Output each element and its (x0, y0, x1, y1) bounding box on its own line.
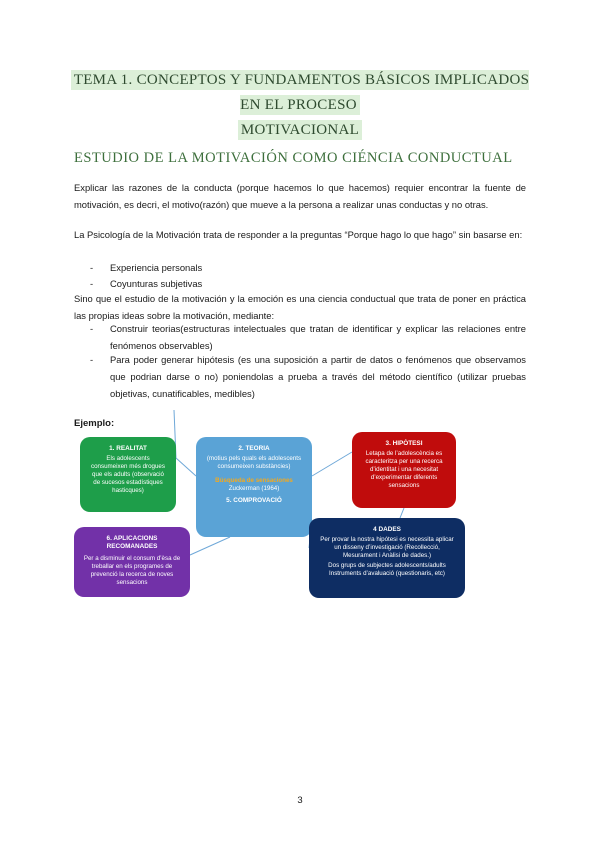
paragraph-3: Sino que el estudio de la motivación y la emoción es una ciencia conductual que trata de poner en práctica las propias ideas sobre la motivación, mediante: (74, 293, 526, 321)
box-body: Per provar la nostra hipótesi es necessita aplicar un disseny d’investigació (Recollecció, Mesurament i Anàlisi de dades.) (320, 536, 454, 559)
connector-line (400, 508, 404, 518)
example-label: Ejemplo: (74, 418, 115, 429)
connector-line (176, 458, 196, 476)
bullet-dash: - (90, 278, 94, 289)
box-title: 6. APLICACIONS RECOMANADES (106, 535, 158, 550)
list-item-text: Coyunturas subjetivas (110, 278, 203, 289)
page-number: 3 (297, 795, 303, 806)
paragraph-2: La Psicología de la Motivación trata de responder a la preguntas “Porque hago lo que hago” sin basarse en: (74, 229, 523, 240)
box-body: (motius pels quals els adolescents consumeixen substàncies) (206, 455, 302, 470)
title-line-2: MOTIVACIONAL (238, 120, 362, 140)
bullet-dash: - (90, 354, 94, 365)
connector-line (312, 452, 352, 476)
diagram-box-realitat (80, 437, 176, 512)
box-step-comprovacio: 5. COMPROVACIÓ (226, 497, 282, 504)
diagram-box-teoria (196, 437, 312, 537)
diagram-box-aplicacions (74, 527, 190, 597)
box-body: Dos grups de subjectes adolescents/adults Instruments d’avaluació (questionaris, etc) (328, 562, 446, 577)
box-title: 2. TEORIA (238, 445, 270, 452)
list-item-text: Para poder generar hipótesis (es una suposición a partir de datos o fenómenos que observamos que podrian darse o no) poniendolas a prueba a través del método científico (utilizar pruebas objetivas, cunatificables, medibles) (110, 354, 526, 399)
box-title: 4 DADES (373, 526, 401, 533)
bullet-dash: - (90, 323, 94, 334)
box-highlight: Búsqueda de sensaciones (215, 477, 293, 484)
box-body: Letapa de l’adolescència es caracteritza per una recerca d’identitat i una necesitat d’experimentar diferents sensacions (365, 450, 443, 489)
title-line-1: TEMA 1. CONCEPTOS Y FUNDAMENTOS BÁSICOS IMPLICADOS EN EL PROCESO (71, 70, 530, 115)
diagram-box-hipotesi (352, 432, 456, 508)
box-body: Per a disminuir el consum d’èsa de treballar en els programes de prevenció la recerca de noves sensacions (83, 555, 181, 586)
section-heading: ESTUDIO DE LA MOTIVACIÓN COMO CIÉNCIA CONDUCTUAL (74, 150, 513, 166)
paragraph-1: Explicar las razones de la conducta (porque hacemos lo que hacemos) requier encontrar la fuente de motivación, es decri, el motivo(razón) que mueve a la persona a realizar unas conductas y no otras. (74, 182, 526, 210)
box-title: 1. REALITAT (109, 445, 147, 452)
bullet-dash: - (90, 262, 94, 273)
box-body: Els adolescents consumeixen més drogues que els adults (observació de sucesos estadístiques hasticques) (91, 455, 165, 494)
box-reference: Zuckerman (1964) (228, 485, 280, 492)
connector-line (190, 537, 230, 555)
list-item-text: Experiencia personals (110, 262, 203, 273)
list-item-text: Construir teorias(estructuras intelectuales que tratan de identificar y explicar las relaciones entre fenómenos observables) (110, 323, 526, 351)
box-title: 3. HIPÒTESI (385, 440, 423, 447)
diagram-box-dades (309, 518, 465, 598)
